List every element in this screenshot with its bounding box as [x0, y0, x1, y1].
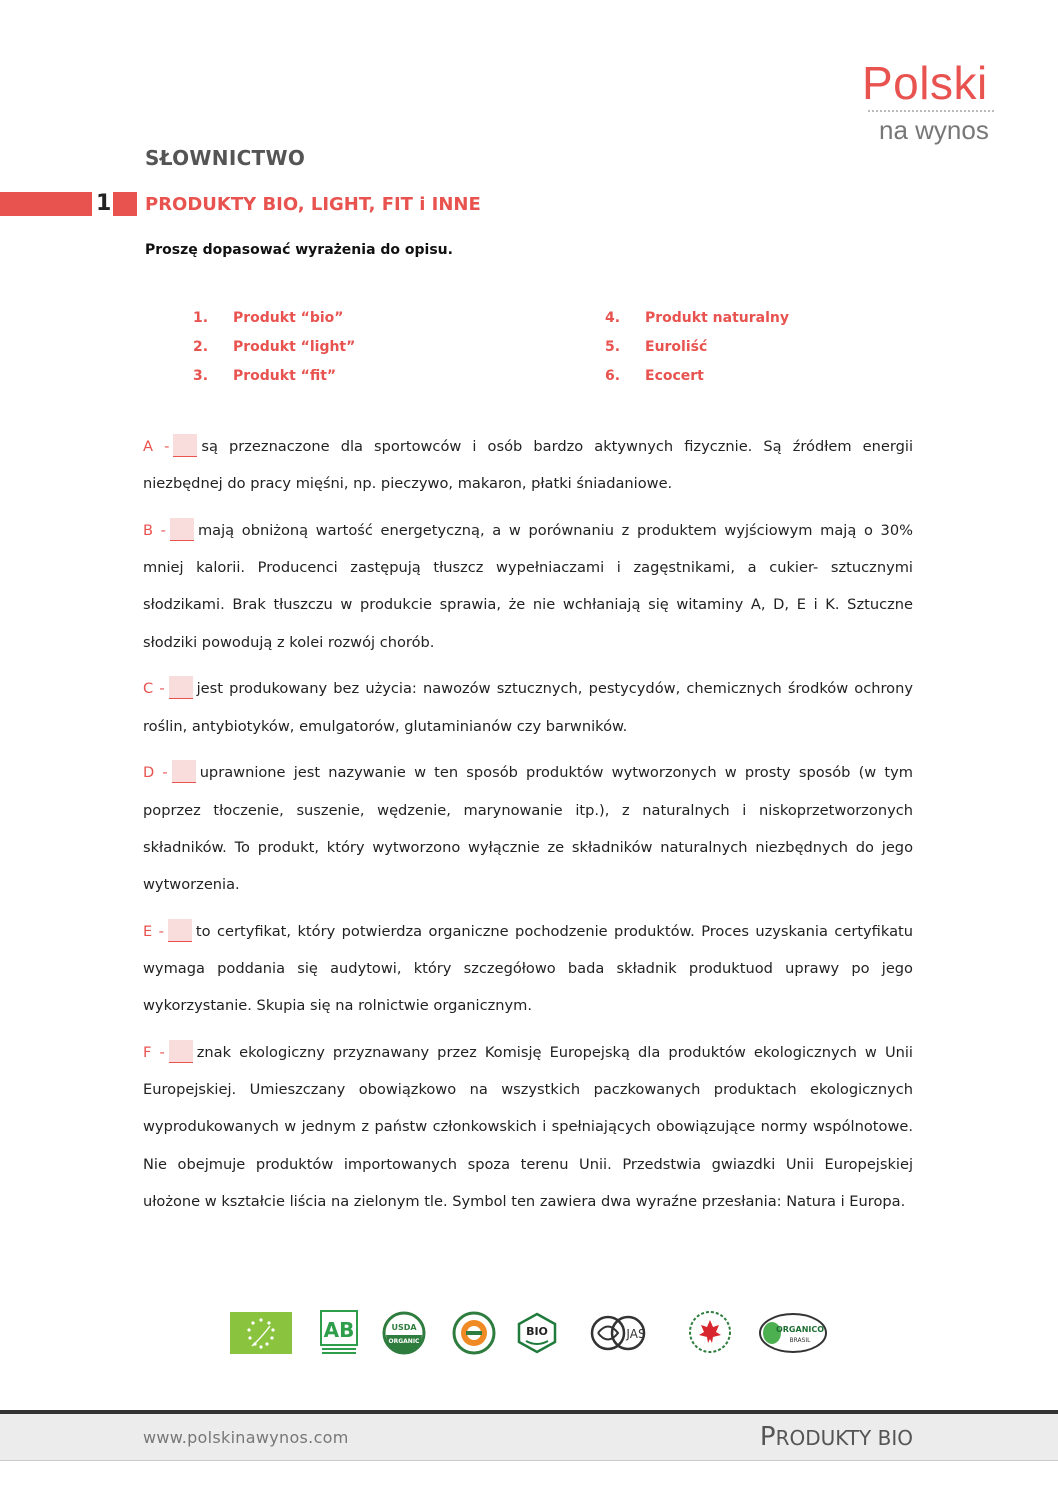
ab-logo-text: AB	[323, 1318, 355, 1342]
paragraph-letter: D -	[143, 764, 168, 782]
answer-blank[interactable]	[169, 676, 193, 699]
footer-topic-rest: RODUKTY BIO	[775, 1426, 913, 1450]
answer-blank[interactable]	[173, 434, 197, 457]
usda-organic-text: ORGANIC	[388, 1338, 420, 1345]
term-label: Produkt “bio”	[233, 310, 344, 326]
term-number: 2.	[193, 339, 209, 355]
paragraph-text: jest produkowany bez użycia: nawozów sztucznych, pestycydów, chemicznych środków ochrony roślin, antybiotyków, emulgatorów, glutaminianów czy barwników.	[143, 680, 913, 735]
jas-logo-text: JAS	[626, 1327, 646, 1341]
instruction: Proszę dopasować wyrażenia do opisu.	[145, 242, 453, 258]
answer-blank[interactable]	[172, 760, 196, 783]
exercise-title: PRODUKTY BIO, LIGHT, FIT i INNE	[145, 194, 481, 215]
term-item	[605, 368, 789, 397]
brasil-text: BRASIL	[789, 1337, 811, 1344]
description-paragraph	[143, 512, 913, 661]
exercise-number: 1	[96, 191, 112, 216]
exercise-accent-box	[113, 192, 137, 216]
description-paragraph	[143, 428, 913, 502]
description-paragraph	[143, 670, 913, 744]
paragraph-text: są przeznaczone dla sportowców i osób bardzo aktywnych fizycznie. Są źródłem energii niezbędnej do pracy mięśni, np. pieczywo, makaron, płatki śniadaniowe.	[143, 438, 914, 493]
term-number: 4.	[605, 310, 621, 326]
brand-subtitle: na wynos	[879, 115, 989, 145]
section-title: SŁOWNICTWO	[145, 146, 306, 170]
term-item	[605, 339, 789, 368]
description-paragraph	[143, 754, 913, 903]
description-paragraph	[143, 913, 913, 1025]
eu-organic-leaf-icon	[230, 1312, 292, 1354]
paragraph-letter: A -	[143, 438, 170, 455]
description-paragraph	[143, 1034, 913, 1220]
answer-blank[interactable]	[169, 1040, 193, 1063]
brand-divider	[868, 110, 994, 112]
certification-logos	[230, 1310, 830, 1356]
paragraph-text: znak ekologiczny przyznawany przez Komisję Europejską dla produktów ekologicznych w Unii Europejskiej. Umieszczany obowiązkowo na wszystkich paczkowanych produktach ekologicznych wyprodukowanych w jednym z państw członkowskich i spełniających obowiązujące normy wspólnotowe. Nie obejmuje produktów importowanych spoza terenu Unii. Przedstwia gwiazdki Unii Europejskiej ułożone w kształcie liścia na zielonym tle. Symbol ten zawiera dwa wyraźne przesłania: Natura i Europa.	[143, 1044, 913, 1210]
term-item	[193, 310, 355, 339]
paragraph-text: mają obniżoną wartość energetyczną, a w porównaniu z produktem wyjściowym mają o 30% mniej kalorii. Producenci zastępują tłuszcz wypełniaczami i zagęstnikami, a cukier- sztucznymi słodzikami. Brak tłuszczu w produkcie sprawia, że nie wchłaniają się witaminy A, D, E i K. Sztuczne słodziki powodują z kolei rozwój chorób.	[143, 522, 913, 651]
term-number: 3.	[193, 368, 209, 384]
footer-website-link[interactable]: www.polskinawynos.com	[143, 1428, 349, 1447]
usda-organic-icon	[382, 1311, 426, 1355]
paragraph-letter: F -	[143, 1044, 165, 1062]
jas-logo-icon	[588, 1314, 660, 1352]
terms-list-right	[605, 310, 789, 397]
bio-hexagon-icon	[516, 1312, 558, 1354]
term-label: Produkt “light”	[233, 339, 356, 355]
answer-blank[interactable]	[168, 919, 192, 942]
term-number: 1.	[193, 310, 209, 326]
term-label: Produkt “fit”	[233, 368, 337, 384]
organico-text: ORGANICO	[775, 1325, 825, 1334]
organic-seal-icon	[452, 1311, 496, 1355]
description-paragraphs	[143, 428, 913, 1230]
term-item	[193, 368, 355, 397]
paragraph-letter: E -	[143, 922, 164, 940]
term-number: 6.	[605, 368, 621, 384]
bio-logo-text: BIO	[526, 1325, 548, 1338]
page-footer	[0, 1414, 1058, 1461]
ab-logo-icon	[320, 1310, 358, 1356]
term-number: 5.	[605, 339, 621, 355]
organico-brasil-icon	[758, 1312, 828, 1354]
term-label: Produkt naturalny	[645, 310, 789, 326]
footer-topic-cap: P	[759, 1422, 776, 1452]
terms-list-left	[193, 310, 355, 397]
brand-name: Polski	[862, 57, 988, 109]
term-item	[605, 310, 789, 339]
paragraph-text: uprawnione jest nazywanie w ten sposób produktów wytworzonych w prosty sposób (w tym poprzez tłoczenie, suszenie, wędzenie, marynowanie itp.), z naturalnych i niskoprzetworzonych składników. To produkt, który wytworzono wyłącznie ze składników naturalnych niezbędnych do jego wytworzenia.	[143, 764, 913, 894]
footer-topic	[760, 1422, 913, 1452]
term-item	[193, 339, 355, 368]
canada-organic-icon	[688, 1310, 732, 1354]
term-label: Ecocert	[645, 368, 704, 384]
term-label: Euroliść	[645, 339, 708, 355]
paragraph-letter: B -	[143, 522, 166, 539]
exercise-accent-bar	[0, 192, 92, 216]
usda-text: USDA	[391, 1323, 417, 1332]
brand-logo	[862, 58, 1002, 144]
paragraph-text: to certyfikat, który potwierdza organiczne pochodzenie produktów. Proces uzyskania certyfikatu wymaga poddania się audytowi, który szczegółowo bada składnik produktuod uprawy po jego wykorzystanie. Skupia się na rolnictwie organicznym.	[143, 922, 913, 1015]
paragraph-letter: C -	[143, 680, 165, 698]
answer-blank[interactable]	[170, 518, 194, 541]
